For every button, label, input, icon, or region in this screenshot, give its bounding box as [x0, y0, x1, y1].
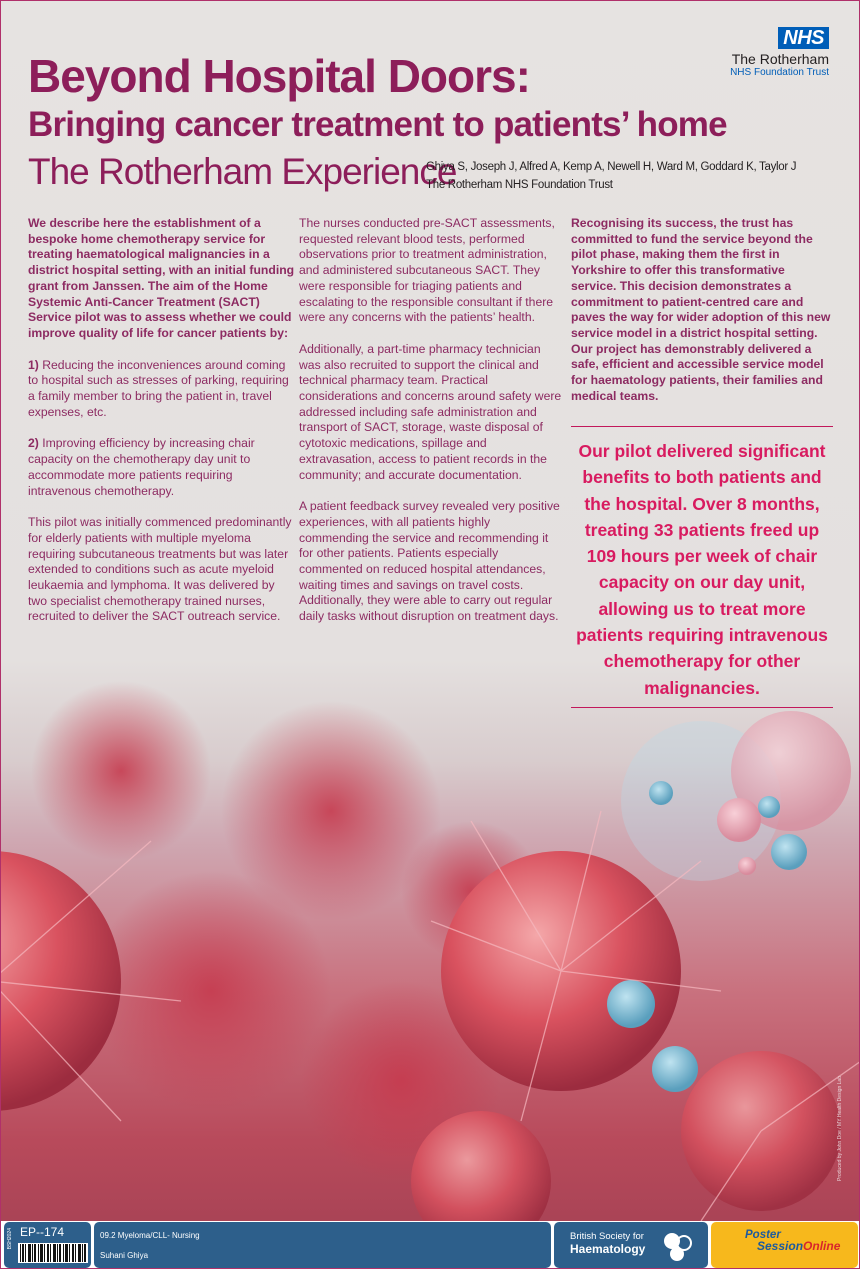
author-block — [426, 158, 796, 194]
nhs-logo — [730, 27, 829, 78]
conclusion-paragraph: Recognising its success, the trust has committed to fund the service beyond the pilot phase, making them the first in Yorkshire to offer this transformative service. This decision demonstrates a commitment to patient-centred care and paves the way for wider adoption of this new service model in a district hospital setting. Our project has demonstrably delivered a safe, efficient and accessible service model for haematology patients, their families and medical teams. — [571, 216, 831, 403]
poster-id-box — [4, 1222, 91, 1268]
pso-line-1: Poster — [745, 1229, 781, 1241]
vertical-code: BSH2024 — [7, 1228, 13, 1250]
nhs-trust-name: NHS Foundation Trust — [730, 67, 829, 78]
point-1-number: 1) — [28, 357, 39, 372]
column-1 — [28, 216, 296, 641]
bsh-line-2: Haematology — [570, 1242, 646, 1256]
column-3 — [571, 216, 833, 420]
footer — [1, 1221, 860, 1269]
topic-category: 09.2 Myeloma/CLL- Nursing — [100, 1231, 200, 1240]
intro-paragraph: We describe here the establishment of a bespoke home chemotherapy service for treating haematological malignancies in a district hospital setting, with an initial funding grant from Janssen. The aim of the Home Systemic Anti-Cancer Treatment (SACT) Service pilot was to assess whether we could improve quality of life for cancer patients by: — [28, 216, 295, 340]
poster-tagline: The Rotherham Experience — [28, 151, 457, 192]
barcode-icon — [18, 1243, 88, 1263]
pharmacy-paragraph: Additionally, a part-time pharmacy technician was also recruited to support the clinical and technical pharmacy team. Practical considerations and concerns around safety were addressed including safe administration and transport of SACT, storage, waste disposal of cytotoxic medications, spillage and extravasation, access to patient records in the community; and accurate documentation. — [299, 341, 562, 482]
nhs-badge: NHS — [778, 27, 829, 49]
pso-online: Online — [803, 1239, 841, 1253]
poster-session-online-logo — [711, 1222, 858, 1268]
topic-box — [94, 1222, 551, 1268]
feedback-paragraph: A patient feedback survey revealed very positive experiences, with all patients highly commending the service and recommending it for other patients. Patients especially commented on reduced hospital attendances, waiting times and savings on travel costs. Additionally, they were able to carry out regular daily tasks without disruption on treatment days. — [299, 499, 560, 624]
poster-id: EP--174 — [20, 1225, 65, 1239]
highlight-rule-bottom — [571, 707, 833, 708]
nurses-paragraph: The nurses conducted pre-SACT assessments, requested relevant blood tests, performed observations prior to treatment administration, and administered subcutaneous SACT. They were responsible for triaging patients and escalating to the responsible consultant if there were any concerns with the patients’ health. — [299, 216, 555, 325]
pso-line-2 — [757, 1239, 840, 1253]
bsh-circles-icon — [660, 1229, 694, 1263]
point-2-number: 2) — [28, 436, 39, 451]
pilot-paragraph: This pilot was initially commenced predominantly for elderly patients with multiple myeloma requiring subcutaneous treatments but was later extended to conditions such as acute myeloid leukaemia and lymphoma. It was delivered by two specialist chemotherapy trained nurses, recruited to deliver the SACT outreach service. — [28, 515, 292, 624]
point-1 — [28, 358, 296, 421]
presenter-name: Suhani Ghiya — [100, 1251, 149, 1260]
point-2-text: Improving efficiency by increasing chair capacity on the chemotherapy day unit to accommodate more patients requiring intravenous chemotherapy. — [28, 436, 255, 498]
cancer-cells-image — [1, 661, 860, 1221]
author-list: Ghiya S, Joseph J, Alfred A, Kemp A, Newell H, Ward M, Goddard K, Taylor J — [426, 161, 797, 173]
affiliation: The Rotherham NHS Foundation Trust — [426, 179, 613, 191]
bsh-logo — [554, 1222, 708, 1268]
point-1-text: Reducing the inconveniences around coming to hospital such as stresses of parking, requiring a family member to bring the patient in, travel expenses, etc. — [28, 357, 289, 419]
point-2 — [28, 436, 296, 499]
poster-title: Beyond Hospital Doors: — [28, 50, 530, 102]
column-2 — [299, 216, 563, 641]
highlight-rule-top — [571, 426, 833, 427]
nhs-org-name: The Rotherham — [731, 51, 829, 67]
image-credit: Produced by John Doe / MY Health Design Lab — [837, 1076, 843, 1181]
poster-subtitle: Bringing cancer treatment to patients’ home — [28, 105, 727, 144]
highlight-statement: Our pilot delivered significant benefits to both patients and the hospital. Over 8 months, treating 33 patients freed up 109 hours per week of chair capacity on our day unit, allowing us to treat more patients requiring intravenous chemotherapy for other malignancies. — [576, 441, 828, 698]
pso-session: Session — [757, 1239, 804, 1253]
bsh-line-1: British Society for — [570, 1231, 644, 1242]
